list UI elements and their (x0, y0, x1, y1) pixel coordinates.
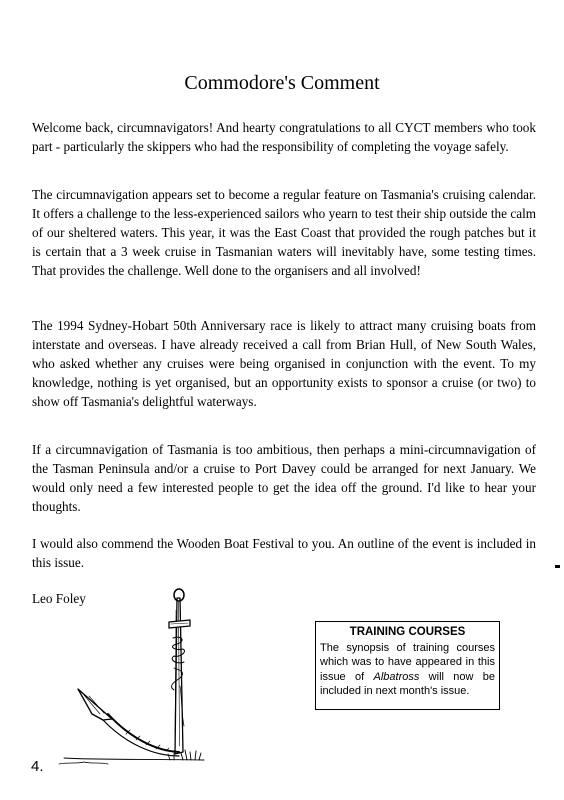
training-courses-text: The synopsis of training courses which was to have appeared in this issue of (320, 641, 495, 683)
training-courses-text-end: will now be included in next month's issue. (320, 670, 496, 697)
training-courses-body (320, 641, 495, 699)
paragraph-sydney-hobart: The 1994 Sydney-Hobart 50th Anniversary race is likely to attract many cruising boats from interstate and overseas. I have already received a call from Brian Hull, of New South Wales, who asked whether any cruises were being organised in conjunction with the event. To my knowledge, nothing is yet organised, but an opportunity exists to sponsor a cruise (or two) to show off Tasmania's delightful waterways. (32, 318, 536, 409)
page-title: Commodore's Comment (184, 72, 380, 94)
page-number: 4. (31, 758, 44, 775)
paragraph-welcome: Welcome back, circumnavigators! And hearty congratulations to all CYCT members who took part - particularly the skippers who had the responsibility of completing the voyage safely. (32, 120, 536, 154)
signature: Leo Foley (32, 591, 86, 606)
anchor-illustration (56, 586, 206, 770)
margin-mark (555, 565, 560, 568)
paragraph-circumnavigation: The circumnavigation appears set to become a regular feature on Tasmania's cruising calendar. It offers a challenge to the less-experienced sailors who yearn to test their ship outside the calm of our sheltered waters. This year, it was the East Coast that provided the rough patches but it is certain that a 3 week cruise in Tasmanian waters will inevitably have, some testing times. That provides the challenge. Well done to the organisers and all involved! (32, 187, 536, 278)
training-courses-title: TRAINING COURSES (349, 626, 466, 638)
paragraph-wooden-boat: I would also commend the Wooden Boat Festival to you. An outline of the event is included in this issue. (32, 536, 536, 570)
training-courses-box (315, 621, 500, 710)
albatross-title: Albatross (373, 670, 420, 683)
paragraph-mini-circumnavigation: If a circumnavigation of Tasmania is too ambitious, then perhaps a mini-circumnavigation of the Tasman Peninsula and/or a cruise to Port Davey could be arranged for next January. We would only need a few interested people to get the idea off the ground. I'd like to hear your thoughts. (32, 442, 536, 514)
